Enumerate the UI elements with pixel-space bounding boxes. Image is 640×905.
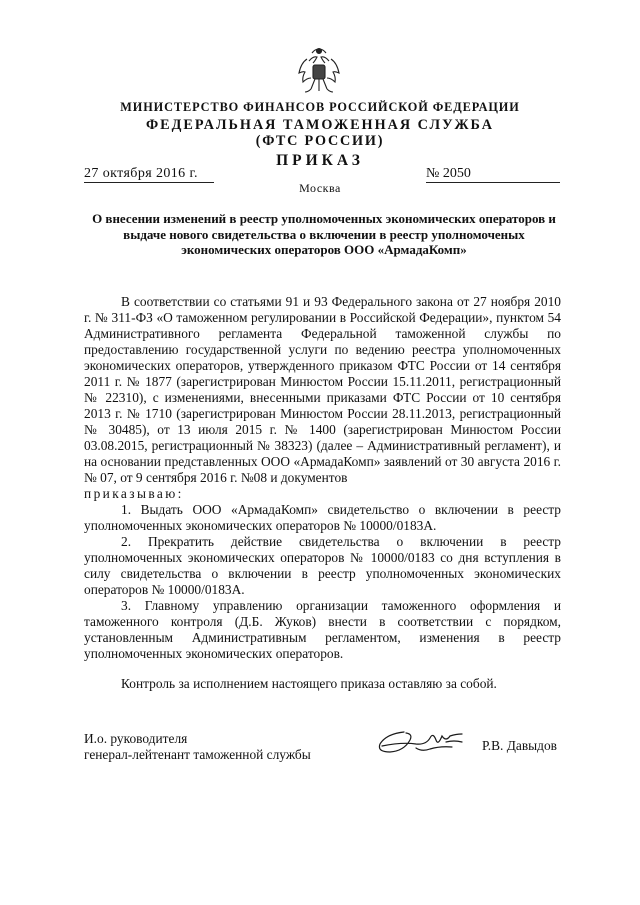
- order-item-1: 1. Выдать ООО «АрмадаКомп» свидетельство о включении в реестр уполномоченных экономических операторов № 10000/0183А.: [84, 502, 561, 533]
- order-date: 27 октября 2016 г.: [84, 166, 214, 183]
- control-statement: Контроль за исполнением настоящего приказа оставляю за собой.: [121, 676, 497, 691]
- document-title: О внесении изменений в реестр уполномоченных экономических операторов и выдаче нового свидетельства о включении в реестр уполномоченых экономических операторов ООО «АрмадаКомп»: [92, 211, 556, 257]
- position-line-2: генерал-лейтенант таможенной службы: [84, 747, 311, 762]
- service-name: ФЕДЕРАЛЬНАЯ ТАМОЖЕННАЯ СЛУЖБА: [145, 117, 494, 133]
- order-word: приказываю:: [84, 486, 184, 501]
- order-city: Москва: [299, 181, 341, 195]
- order-item-2: 2. Прекратить действие свидетельства о включении в реестр уполномоченных экономических операторов № 10000/0183 со дня вступления в силу свидетельства о включении в реестр уполномоченных экономических операторов № 10000/0183А.: [84, 534, 561, 597]
- handwritten-signature-icon: [376, 722, 480, 762]
- ministry-name: МИНИСТЕРСТВО ФИНАНСОВ РОССИЙСКОЙ ФЕДЕРАЦИИ: [120, 100, 520, 114]
- order-number: № 2050: [426, 166, 560, 183]
- document-type: ПРИКАЗ: [276, 152, 364, 169]
- position-line-1: И.о. руководителя: [84, 731, 188, 746]
- order-item-3: 3. Главному управлению организации таможенного оформления и таможенного контроля (Д.Б. Жуков) внести в соответствии с порядком, установленным Административным регламентом, изменения в реестр уполномоченных экономических операторов.: [84, 598, 561, 661]
- signatory-name: Р.В. Давыдов: [482, 738, 557, 753]
- intro-paragraph: В соответствии со статьями 91 и 93 Федерального закона от 27 ноября 2010 г. № 311-ФЗ «О таможенном регулировании в Российской Федерации», пунктом 54 Административного регламента Федеральной таможенной службы по предоставлению государственной услуги по ведению реестра уполномоченных экономических операторов, утвержденного приказом ФТС России от 14 сентября 2011 г. № 1877 (зарегистрирован Минюстом России 15.11.2011, регистрационный № 22310), с изменениями, внесенными приказами ФТС России от 10 сентября 2013 г. № 1710 (зарегистрирован Минюстом России 28.11.2013, регистрационный № 30485), от 13 июля 2015 г. № 1400 (зарегистрирован Минюстом России 03.08.2015, регистрационный № 38323) (далее – Административный регламент), и на основании представленных ООО «АрмадаКомп» заявлений от 30 августа 2016 г. № 07, от 9 сентября 2016 г. №08 и документов: [84, 294, 561, 485]
- document-body: [84, 294, 561, 662]
- signatory-position: [84, 731, 311, 763]
- service-abbreviation: (ФТС РОССИИ): [255, 133, 385, 149]
- coat-of-arms-icon: [297, 47, 341, 97]
